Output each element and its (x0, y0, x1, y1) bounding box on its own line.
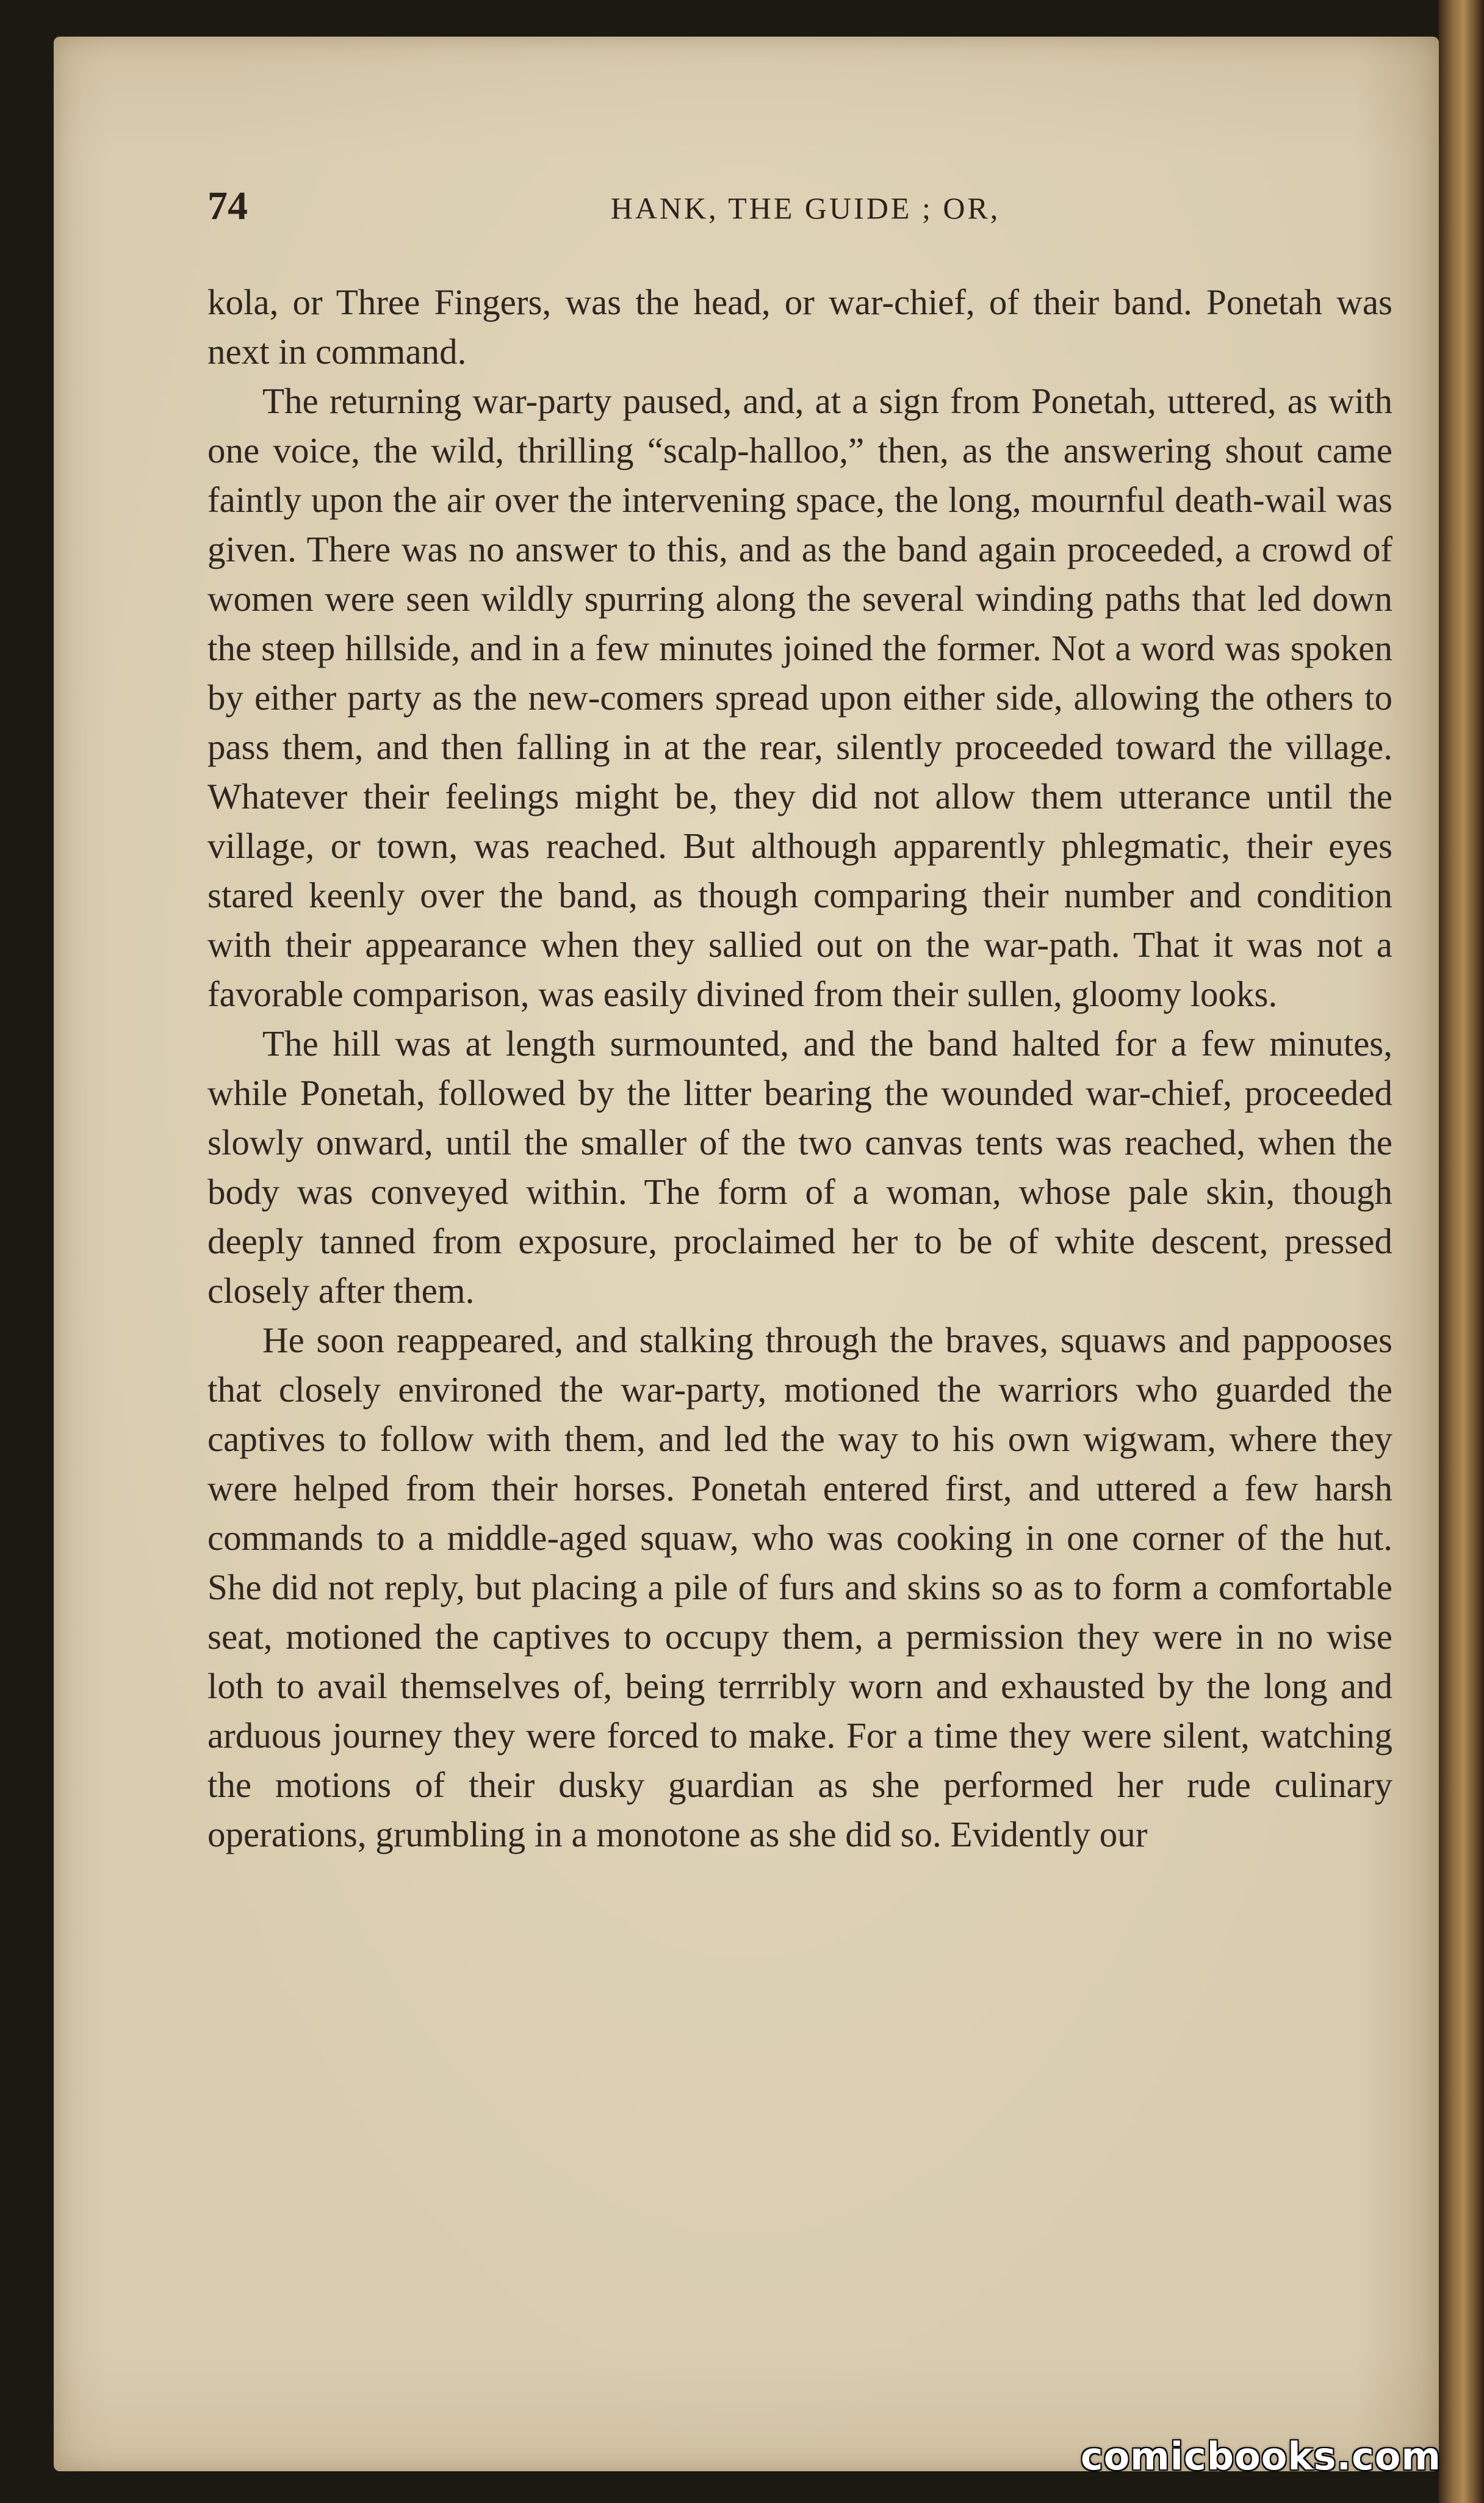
body-text (207, 278, 1392, 1859)
page-number: 74 (207, 184, 248, 228)
paragraph-4: He soon reappeared, and stalking through the braves, squaws and pappooses that closely environed the war-party, motioned the warriors who guarded the captives to follow with them, and led the way to his own wigwam, where they were helped from their horses. Ponetah entered first, and uttered a few harsh commands to a middle-aged squaw, who was cooking in one corner of the hut. She did not reply, but placing a pile of furs and skins so as to form a comfortable seat, motioned the captives to occupy them, a permission they were in no wise loth to avail themselves of, being terrribly worn and exhausted by the long and arduous journey they were forced to make. For a time they were silent, watching the motions of their dusky guardian as she performed her rude culinary operations, grumbling in a monotone as she did so. Evidently our (207, 1320, 1392, 1854)
paragraph-3: The hill was at length surmounted, and the band halted for a few minutes, while Ponetah, followed by the litter bearing the wounded war-chief, proceeded slowly onward, until the smaller of the two canvas tents was reached, when the body was conveyed within. The form of a woman, whose pale skin, though deeply tanned from exposure, proclaimed her to be of white descent, pressed closely after them. (207, 1023, 1392, 1311)
running-title: HANK, THE GUIDE ; OR, (610, 191, 1001, 225)
book-spine-edge (1439, 0, 1484, 2503)
page-header (207, 183, 1403, 256)
site-watermark: comicbooks.com (1080, 2434, 1441, 2479)
paragraph-1: kola, or Three Fingers, was the head, or war-chief, of their band. Ponetah was next in command. (207, 282, 1392, 372)
paragraph-2: The returning war-party paused, and, at a sign from Ponetah, uttered, as with one voice, the wild, thrilling “scalp-halloo,” then, as the answering shout came faintly upon the air over the intervening space, the long, mournful death-wail was given. There was no answer to this, and as the band again proceeded, a crowd of women were seen wildly spurring along the several winding paths that led down the steep hillside, and in a few minutes joined the former. Not a word was spoken by either party as the new-comers spread upon either side, allowing the others to pass them, and then falling in at the rear, silently proceeded toward the village. Whatever their feelings might be, they did not allow them utterance until the village, or town, was reached. But although apparently phlegmatic, their eyes stared keenly over the band, as though comparing their number and condition with their appearance when they sallied out on the war-path. That it was not a favorable comparison, was easily divined from their sullen, gloomy looks. (207, 381, 1392, 1014)
